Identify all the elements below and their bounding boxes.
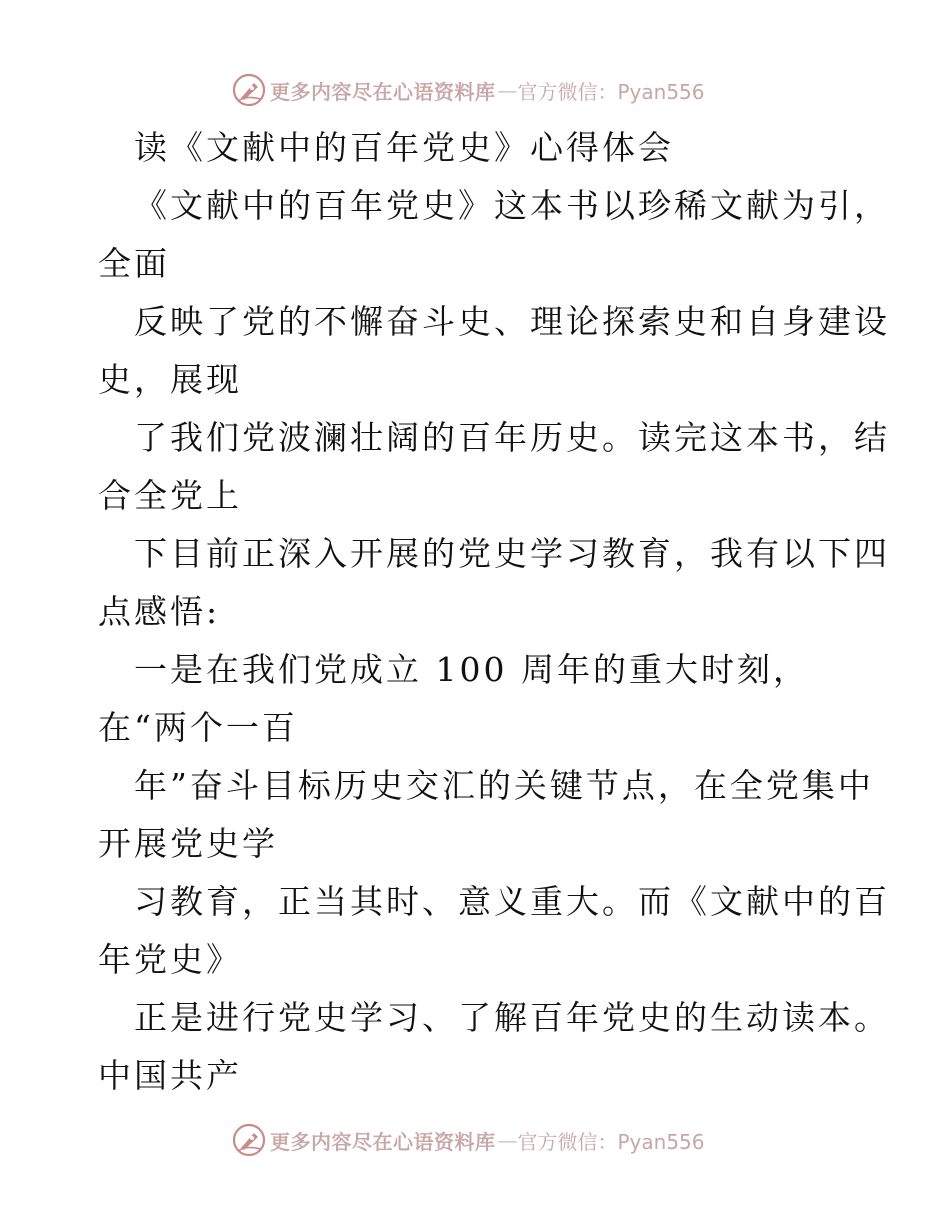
paragraph-line: 《文献中的百年党史》这本书以珍稀文献为引， (134, 186, 890, 225)
paragraph-line: 合全党上 (98, 476, 242, 515)
pen-nib-logo-icon (232, 1123, 266, 1157)
watermark-contact: 官方微信：Pyan556 (517, 1129, 705, 1154)
footer-watermark (232, 1122, 705, 1158)
paragraph-line: 习教育，正当其时、意义重大。而《文献中的百 (134, 882, 890, 921)
paragraph-line: 开展党史学 (98, 824, 278, 863)
paragraph-line: 全面 (98, 244, 170, 283)
paragraph-line: 中国共产 (98, 1056, 242, 1095)
paragraph-line: 年”奋斗目标历史交汇的关键节点，在全党集中 (134, 766, 874, 805)
paragraph-line: 在“两个一百 (98, 708, 298, 747)
paragraph-line: 史，展现 (98, 360, 242, 399)
paragraph-line: 点感悟: (98, 592, 221, 631)
paragraph-line: 一是在我们党成立 100 周年的重大时刻， (134, 650, 809, 689)
document-title: 读《文献中的百年党史》心得体会 (134, 128, 674, 167)
paragraph-line: 下目前正深入开展的党史学习教育，我有以下四 (134, 534, 890, 573)
watermark-text: 更多内容尽在心语资料库 (270, 1129, 496, 1154)
paragraph-line: 反映了党的不懈奋斗史、理论探索史和自身建设 (134, 302, 890, 341)
watermark-contact: 官方微信：Pyan556 (517, 79, 705, 104)
paragraph-line: 了我们党波澜壮阔的百年历史。读完这本书，结 (134, 418, 890, 457)
watermark-separator: — (497, 1128, 518, 1152)
watermark-text: 更多内容尽在心语资料库 (270, 79, 496, 104)
watermark-separator: — (497, 78, 518, 102)
paragraph-line: 正是进行党史学习、了解百年党史的生动读本。 (134, 998, 890, 1037)
paragraph-line: 年党史》 (98, 940, 242, 979)
